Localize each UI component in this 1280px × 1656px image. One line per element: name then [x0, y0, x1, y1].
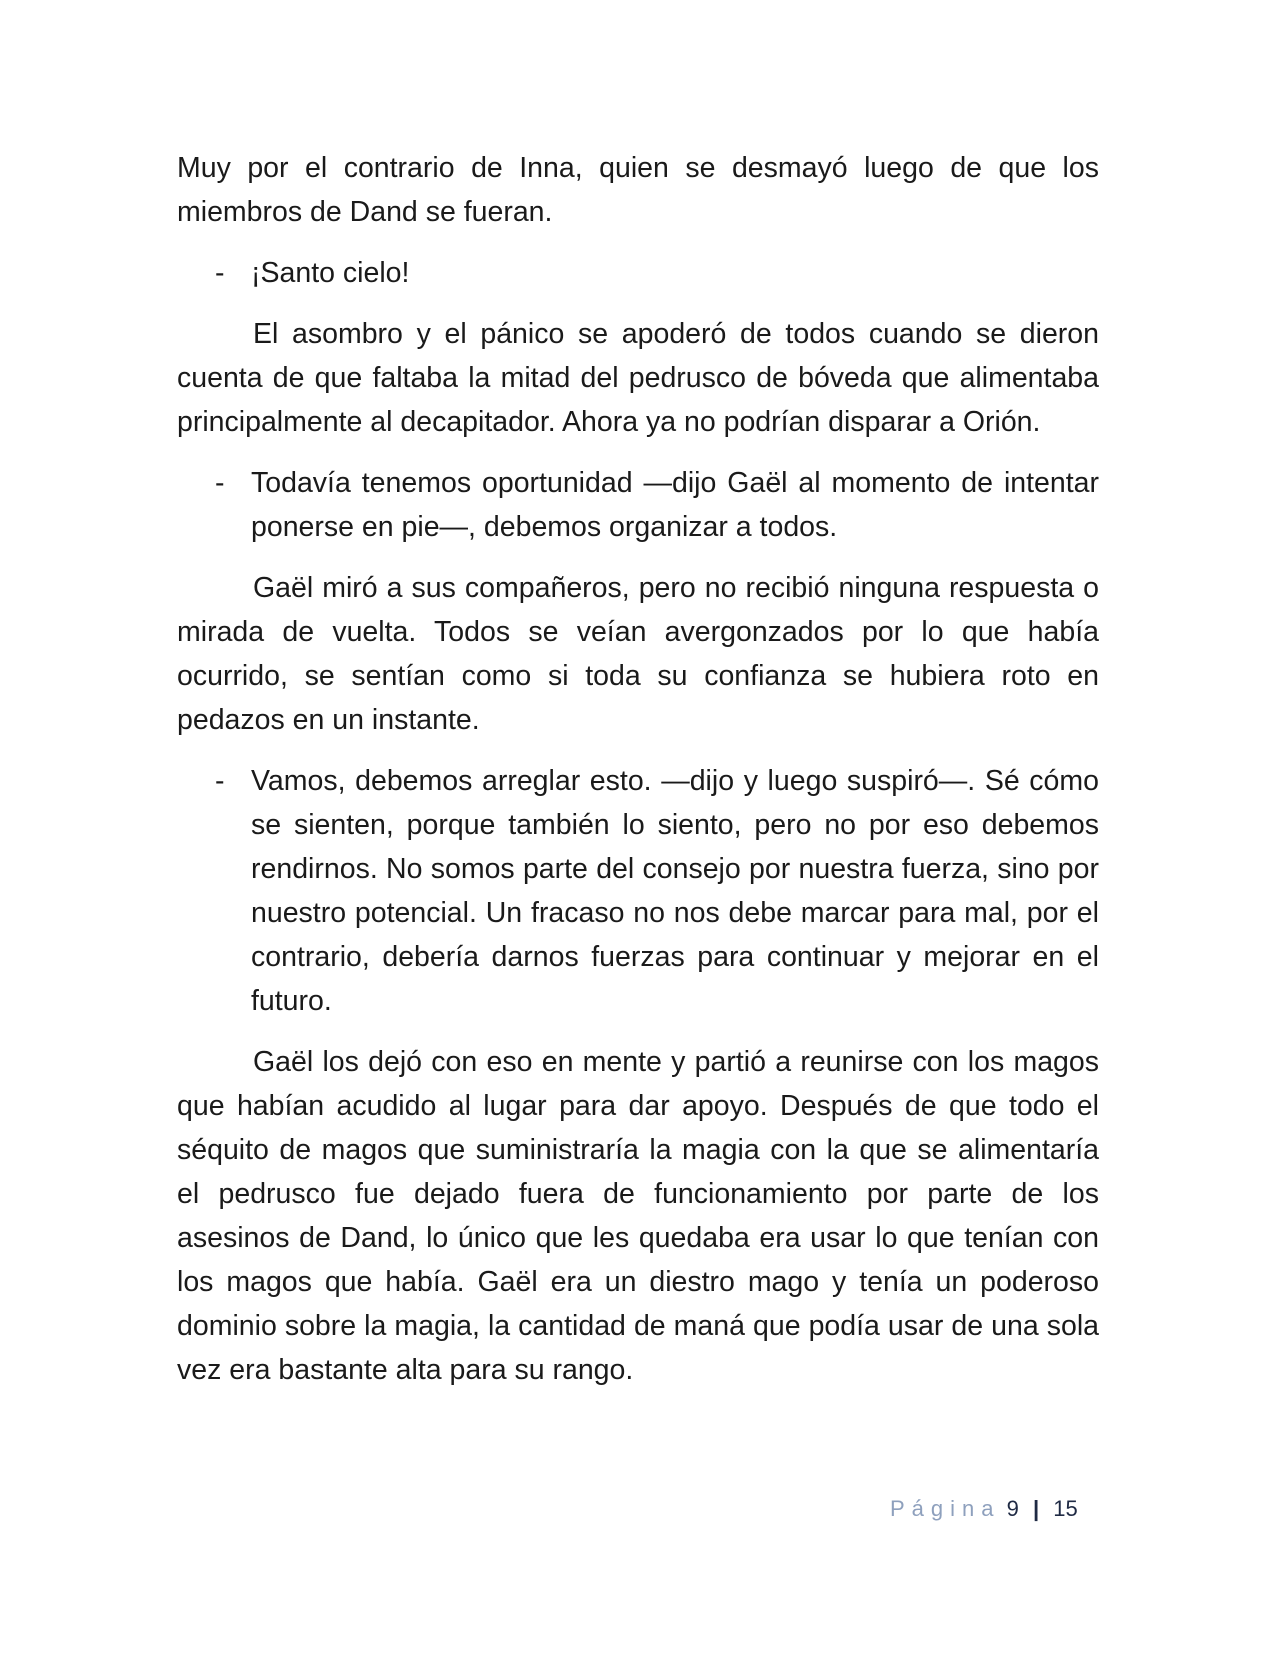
- dialogue-text: Todavía tenemos oportunidad —dijo Gaël al momento de intentar ponerse en pie—, debemos organizar a todos.: [251, 467, 1099, 543]
- document-body: [177, 146, 1099, 1409]
- dialogue-text: ¡Santo cielo!: [251, 257, 410, 289]
- dialogue-line: [177, 759, 1099, 1023]
- dialogue-line: [177, 251, 1099, 295]
- page-label: Página: [890, 1496, 1001, 1521]
- dialogue-dash: -: [215, 765, 225, 797]
- page-footer: [890, 1495, 1078, 1523]
- paragraph: Muy por el contrario de Inna, quien se desmayó luego de que los miembros de Dand se fueran.: [177, 152, 1099, 228]
- paragraph: Gaël miró a sus compañeros, pero no recibió ninguna respuesta o mirada de vuelta. Todos se veían avergonzados por lo que había ocurrido, se sentían como si toda su confianza se hubiera roto en pedazos en un instante.: [177, 572, 1099, 736]
- current-page-number: 9: [1006, 1496, 1019, 1521]
- paragraph: El asombro y el pánico se apoderó de todos cuando se dieron cuenta de que faltaba la mitad del pedrusco de bóveda que alimentaba principalmente al decapitador. Ahora ya no podrían disparar a Orión.: [177, 318, 1099, 438]
- dialogue-dash: -: [215, 257, 225, 289]
- dialogue-dash: -: [215, 467, 225, 499]
- paragraph: Gaël los dejó con eso en mente y partió a reunirse con los magos que habían acudido al lugar para dar apoyo. Después de que todo el séquito de magos que suministraría la magia con la que se alimentaría el pedrusco fue dejado fuera de funcionamiento por parte de los asesinos de Dand, lo único que les quedaba era usar lo que tenían con los magos que había. Gaël era un diestro mago y tenía un poderoso dominio sobre la magia, la cantidad de maná que podía usar de una sola vez era bastante alta para su rango.: [177, 1046, 1099, 1386]
- page-separator: |: [1033, 1496, 1040, 1521]
- dialogue-line: [177, 461, 1099, 549]
- total-pages-number: 15: [1053, 1496, 1078, 1521]
- dialogue-text: Vamos, debemos arreglar esto. —dijo y luego suspiró—. Sé cómo se sienten, porque también lo siento, pero no por eso debemos rendirnos. No somos parte del consejo por nuestra fuerza, sino por nuestro potencial. Un fracaso no nos debe marcar para mal, por el contrario, debería darnos fuerzas para continuar y mejorar en el futuro.: [251, 765, 1099, 1017]
